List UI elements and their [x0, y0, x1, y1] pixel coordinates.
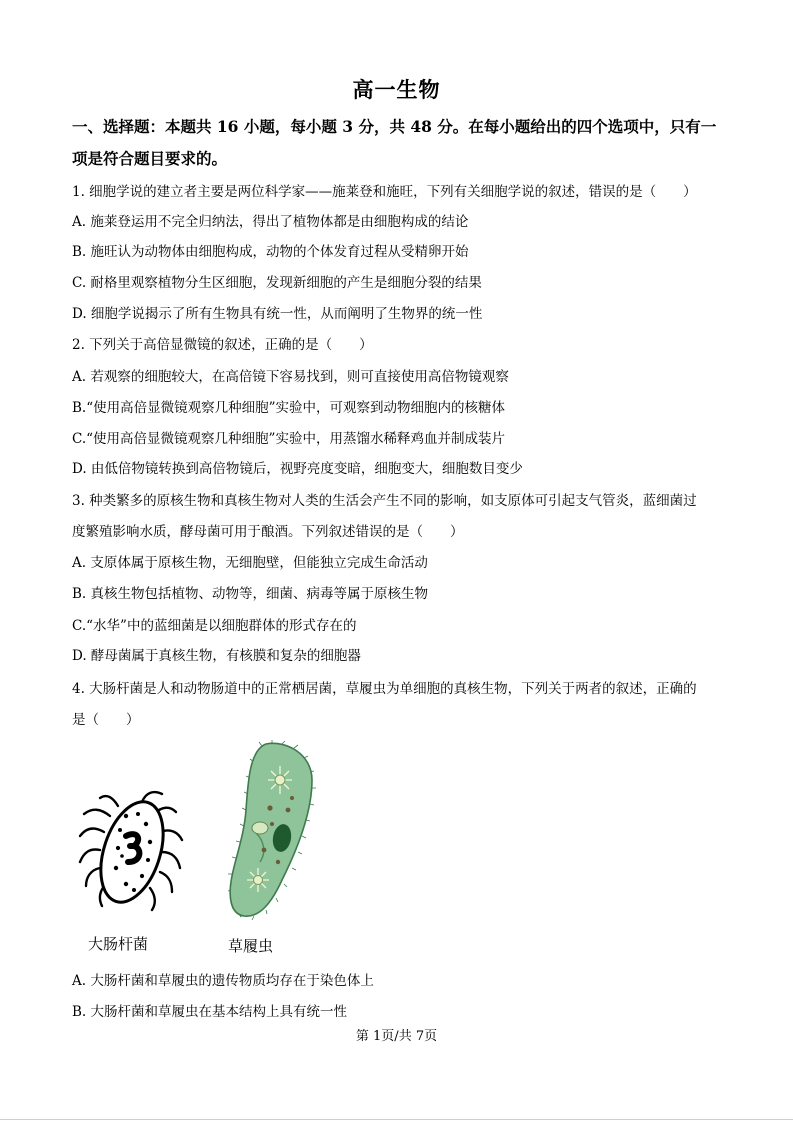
- question-3-stem-line-1: 3. 种类繁多的原核生物和真核生物对人类的生活会产生不同的影响，如支原体可引起支气管炎，蓝细菌过: [72, 493, 697, 509]
- page-number: 第 1页/共 7页: [355, 1029, 438, 1044]
- ecoli-caption: 大肠杆菌: [88, 935, 149, 953]
- ecoli-illustration: [76, 786, 188, 914]
- question-2-stem: 2. 下列关于高倍显微镜的叙述，正确的是（ ）: [72, 337, 373, 353]
- page-bottom-rule: [0, 1119, 793, 1120]
- question-1-option-c: C. 耐格里观察植物分生区细胞，发现新细胞的产生是细胞分裂的结果: [72, 275, 482, 291]
- question-1-option-d: D. 细胞学说揭示了所有生物具有统一性，从而阐明了生物界的统一性: [72, 306, 483, 322]
- question-2-option-b: B.“使用高倍显微镜观察几种细胞”实验中，可观察到动物细胞内的核糖体: [72, 400, 506, 416]
- question-3-option-c: C.“水华”中的蓝细菌是以细胞群体的形式存在的: [72, 618, 357, 634]
- question-3-stem-line-2: 度繁殖影响水质，酵母菌可用于酿酒。下列叙述错误的是（ ）: [72, 524, 464, 540]
- question-2-option-d: D. 由低倍物镜转换到高倍物镜后，视野亮度变暗，细胞变大，细胞数目变少: [72, 461, 523, 477]
- section-heading-line-1: 一、选择题：本题共 16 小题，每小题 3 分，共 48 分。在每小题给出的四个选项中，只有一: [72, 117, 717, 136]
- paramecium-illustration: [222, 740, 326, 922]
- question-1-stem: 1. 细胞学说的建立者主要是两位科学家——施莱登和施旺，下列有关细胞学说的叙述，错误的是（ ）: [72, 184, 697, 200]
- question-3-option-b: B. 真核生物包括植物、动物等，细菌、病毒等属于原核生物: [72, 586, 429, 602]
- question-4-stem-line-2: 是（ ）: [72, 712, 140, 728]
- section-heading-line-2: 项是符合题目要求的。: [72, 149, 228, 168]
- question-1-option-b: B. 施旺认为动物体由细胞构成，动物的个体发育过程从受精卵开始: [72, 244, 469, 260]
- question-4-stem-line-1: 4. 大肠杆菌是人和动物肠道中的正常栖居菌，草履虫为单细胞的真核生物，下列关于两者的叙述，正确的: [72, 681, 697, 697]
- question-4-option-b: B. 大肠杆菌和草履虫在基本结构上具有统一性: [72, 1004, 348, 1020]
- question-4-option-a: A. 大肠杆菌和草履虫的遗传物质均存在于染色体上: [72, 973, 374, 989]
- question-1-option-a: A. 施莱登运用不完全归纳法，得出了植物体都是由细胞构成的结论: [72, 214, 469, 230]
- question-3-option-d: D. 酵母菌属于真核生物，有核膜和复杂的细胞器: [72, 648, 361, 664]
- paramecium-caption: 草履虫: [228, 937, 274, 955]
- question-2-option-c: C.“使用高倍显微镜观察几种细胞”实验中，用蒸馏水稀释鸡血并制成装片: [72, 431, 505, 447]
- question-2-option-a: A. 若观察的细胞较大，在高倍镜下容易找到，则可直接使用高倍物镜观察: [72, 369, 509, 385]
- question-3-option-a: A. 支原体属于原核生物，无细胞壁，但能独立完成生命活动: [72, 555, 428, 571]
- page-title: 高一生物: [352, 77, 441, 102]
